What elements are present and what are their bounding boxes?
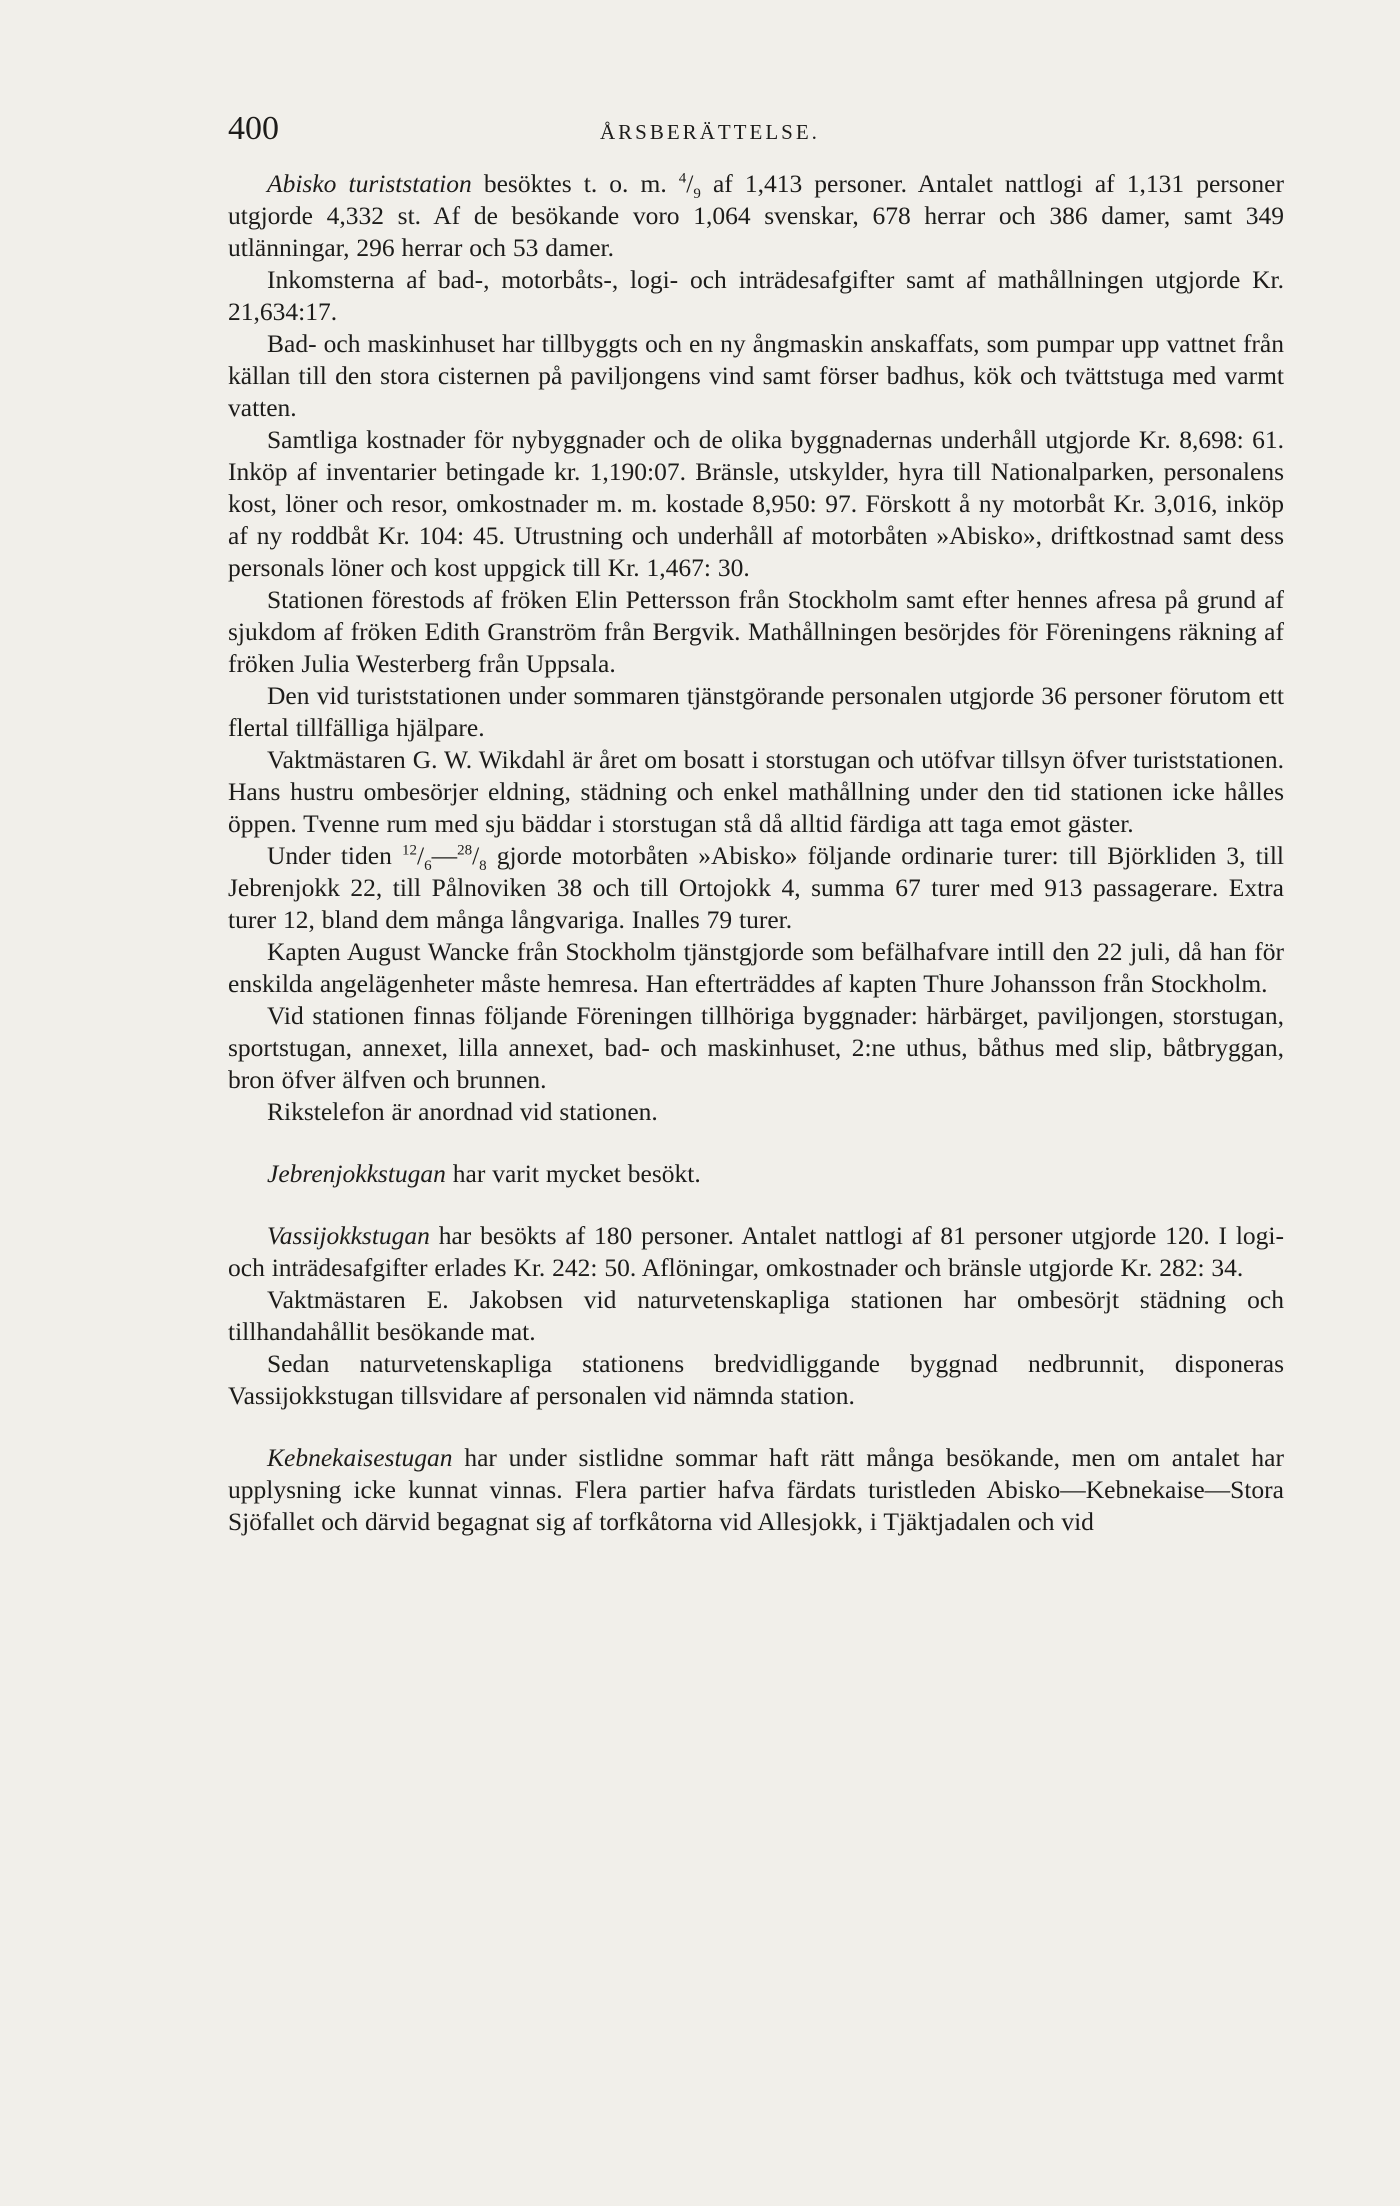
paragraph: Den vid turiststationen under sommaren tjänstgörande personalen utgjorde 36 personer förutom ett flertal tillfälliga hjälpare. (228, 681, 1284, 742)
paragraph: Vid stationen finnas följande Föreningen tillhöriga byggnader: härbärget, paviljongen, storstugan, sportstugan, annexet, lilla annexet, bad- och maskinhuset, 2:ne uthus, båthus med slip, båtbryggan, bron öfver älfven och brunnen. (228, 1001, 1284, 1094)
paragraph: Bad- och maskinhuset har tillbyggts och en ny ångmaskin anskaffats, som pumpar upp vattnet från källan till den stora cisternen på paviljongens vind samt förser badhus, kök och tvättstuga med varmt vatten. (228, 329, 1284, 422)
paragraph-jebrenjokk: Jebrenjokkstugan har varit mycket besökt. (267, 1159, 701, 1188)
section-title-vassijokk: Vassijokkstugan (267, 1221, 430, 1250)
paragraph: Rikstelefon är anordnad vid stationen. (267, 1097, 658, 1126)
paragraph-abisko-visitors: Abisko turiststation besöktes t. o. m. $^4/_9$ af 1,413 personer. Antalet nattlogi af 1,131 personer utgjorde 4,332 st. Af de besökande voro 1,064 svenskar, 678 herrar och 386 damer, samt 349 utlänningar, 296 herrar och 53 damer. (228, 169, 1284, 262)
paragraph: Sedan naturvetenskapliga stationens bredvidliggande byggnad nedbrunnit, disponeras Vassijokkstugan tillsvidare af personalen vid nämnda station. (228, 1349, 1284, 1410)
page-number: 400 (228, 110, 279, 147)
paragraph: Stationen förestods af fröken Elin Pettersson från Stockholm samt efter hennes afresa på grund af sjukdom af fröken Edith Granström från Bergvik. Mathållningen besörjdes för Föreningens räkning af fröken Julia Westerberg från Uppsala. (228, 585, 1284, 678)
section-title-kebnekaise: Kebnekaisestugan (267, 1443, 453, 1472)
paragraph: Kapten August Wancke från Stockholm tjänstgjorde som befälhafvare intill den 22 juli, då han för enskilda angelägenheter måste hemresa. Han efterträddes af kapten Thure Johansson från Stockholm. (228, 937, 1284, 998)
page-header (228, 110, 1178, 160)
paragraph-kebnekaise: Kebnekaisestugan har under sistlidne sommar haft rätt många besökande, men om antalet har upplysning icke kunnat vinnas. Flera partier hafva färdats turistleden Abisko—Kebnekaise—Stora Sjöfallet och därvid begagnat sig af torfkåtorna vid Allesjokk, i Tjäktjadalen och vid (228, 1443, 1284, 1536)
paragraph-vassijokk: Vassijokkstugan har besökts af 180 personer. Antalet nattlogi af 81 personer utgjorde 120. I logi- och inträdesafgifter erlades Kr. 242: 50. Aflöningar, omkostnader och bränsle utgjorde Kr. 282: 34. (228, 1221, 1284, 1282)
paragraph: Samtliga kostnader för nybyggnader och de olika byggnadernas underhåll utgjorde Kr. 8,698: 61. Inköp af inventarier betingade kr. 1,190:07. Bränsle, utskylder, hyra till Nationalparken, personalens kost, löner och resor, omkostnader m. m. kostade 8,950: 97. Förskott å ny motorbåt Kr. 3,016, inköp af ny roddbåt Kr. 104: 45. Utrustning och underhåll af motorbåten »Abisko», driftkostnad samt dess personals löner och kost uppgick till Kr. 1,467: 30. (228, 425, 1284, 582)
paragraph-motorboat-trips: Under tiden $^{12}/_6—^{28}/_8$ gjorde motorbåten »Abisko» följande ordinarie turer: till Björkliden 3, till Jebrenjokk 22, till Pålnoviken 38 och till Ortojokk 4, summa 67 turer med 913 passagerare. Extra turer 12, bland dem många långvariga. Inalles 79 turer. (228, 841, 1284, 934)
paragraph: Vaktmästaren E. Jakobsen vid naturvetenskapliga stationen har ombesörjt städning och tillhandahållit besökande mat. (228, 1285, 1284, 1346)
section-title-jebrenjokk: Jebrenjokkstugan (267, 1159, 446, 1188)
body-text (228, 168, 1284, 1538)
section-title-abisko: Abisko turiststation (267, 169, 472, 198)
paragraph: Vaktmästaren G. W. Wikdahl är året om bosatt i storstugan och utöfvar tillsyn öfver turiststationen. Hans hustru ombesörjer eldning, städning och enkel mathållning under den tid stationen icke hålles öppen. Tvenne rum med sju bäddar i storstugan stå då alltid färdiga att taga emot gäster. (228, 745, 1284, 838)
running-head: ÅRSBERÄTTELSE. (600, 120, 820, 144)
paragraph: Inkomsterna af bad-, motorbåts-, logi- och inträdesafgifter samt af mathållningen utgjorde Kr. 21,634:17. (228, 265, 1284, 326)
